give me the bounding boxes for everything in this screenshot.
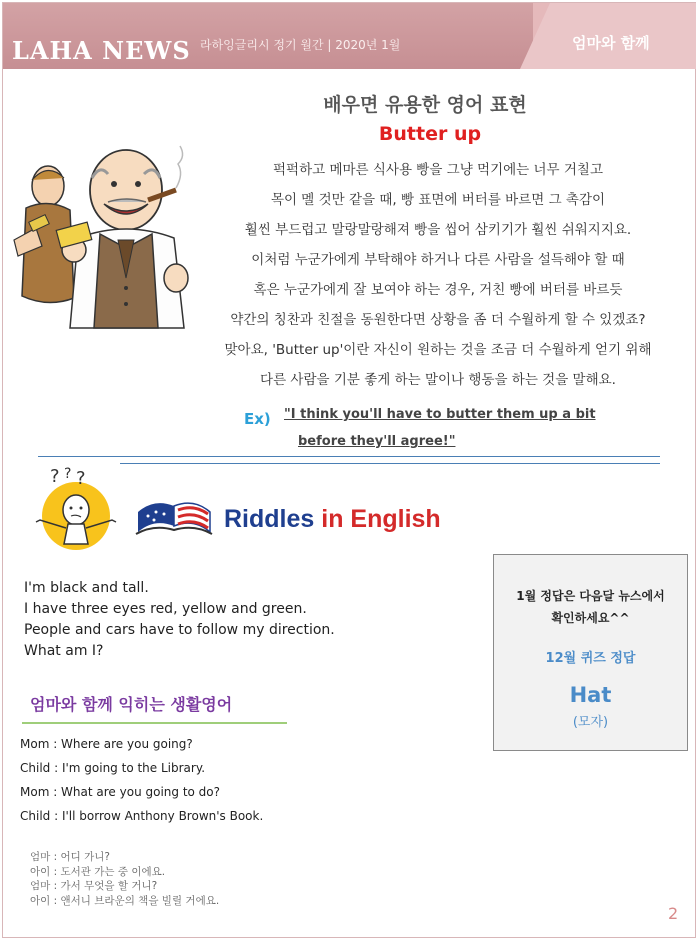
confused-face-icon	[28, 462, 124, 554]
example-line-2: before they'll agree!"	[298, 434, 456, 449]
answer-box	[493, 554, 688, 751]
riddles-title	[224, 505, 441, 534]
dialogue	[20, 732, 263, 828]
riddles-title-part2: in English	[321, 505, 441, 533]
body-line: 목이 멜 것만 같을 때, 빵 표면에 버터를 바르면 그 촉감이	[270, 192, 606, 208]
answer-note-line: 확인하세요^^	[551, 611, 630, 625]
riddles-title-part1: Riddles	[224, 505, 322, 533]
page-number: 2	[668, 904, 679, 923]
riddle-text	[24, 578, 335, 662]
answer-label: 12월 퀴즈 정답	[545, 651, 636, 666]
svg-text:?: ?	[64, 466, 72, 482]
translation-line: 엄마 : 어디 가니?	[30, 851, 110, 863]
expression-phrase: Butter up	[378, 123, 482, 145]
issue-info: 라하잉글리시 정기 월간 | 2020년 1월	[200, 38, 401, 52]
translation-line: 아이 : 앤서니 브라운의 책을 빌릴 거에요.	[30, 894, 220, 907]
example-label: Ex)	[244, 410, 271, 428]
dialogue-line: Child : I'm going to the Library.	[20, 761, 206, 775]
riddle-line: I'm black and tall.	[24, 580, 149, 596]
body-line: 맞아요, 'Butter up'이란 자신이 원하는 것을 조금 더 수월하게 얻기 위해	[224, 342, 652, 358]
body-line: 훨씬 부드럽고 말랑말랑해져 빵을 씹어 삼키기가 훨씬 쉬워지지요.	[244, 222, 632, 238]
riddle-line: What am I?	[24, 643, 104, 659]
body-line: 퍽퍽하고 메마른 식사용 빵을 그냥 먹기에는 너무 거칠고	[273, 162, 603, 178]
dialogue-line: Mom : What are you going to do?	[20, 785, 221, 799]
translation	[30, 850, 219, 908]
svg-text:?: ?	[50, 466, 60, 487]
body-line: 다른 사람을 기분 좋게 하는 말이나 행동을 하는 것을 말해요.	[260, 372, 616, 388]
divider-line	[38, 456, 660, 457]
section-title: 배우면 유용한 영어 표현	[323, 94, 527, 116]
usa-book-icon	[134, 498, 214, 538]
dialogue-line: Child : I'll borrow Anthony Brown's Book.	[20, 809, 264, 823]
dialogue-line: Mom : Where are you going?	[20, 737, 193, 751]
expression-body	[200, 155, 676, 395]
translation-line: 엄마 : 가서 무엇을 할 거니?	[30, 880, 158, 892]
brand-title: LAHA NEWS	[12, 36, 191, 65]
example-line-1: "I think you'll have to butter them up a bit	[284, 407, 596, 422]
butter-men-illustration	[8, 128, 198, 338]
svg-text:?: ?	[76, 468, 86, 489]
answer-note-line: 1월 정답은 다음달 뉴스에서	[516, 589, 665, 603]
conversation-title-underline	[22, 722, 287, 724]
conversation-title: 엄마와 함께 익히는 생활영어	[30, 695, 233, 714]
riddle-line: People and cars have to follow my direction.	[24, 622, 335, 638]
answer-note	[494, 585, 687, 629]
body-line: 이처럼 누군가에게 부탁해야 하거나 다른 사람을 설득해야 할 때	[251, 252, 625, 268]
divider-line	[120, 463, 660, 464]
translation-line: 아이 : 도서관 가는 중 이에요.	[30, 865, 166, 878]
body-line: 약간의 칭찬과 친절을 동원한다면 상황을 좀 더 수월하게 할 수 있겠죠?	[230, 312, 646, 328]
riddle-line: I have three eyes red, yellow and green.	[24, 601, 307, 617]
answer-word: Hat	[569, 683, 612, 707]
answer-meaning: (모자)	[572, 715, 609, 730]
body-line: 혹은 누군가에게 잘 보여야 하는 경우, 거친 빵에 버터를 바르듯	[253, 282, 623, 298]
header-tag: 엄마와 함께	[572, 34, 650, 52]
